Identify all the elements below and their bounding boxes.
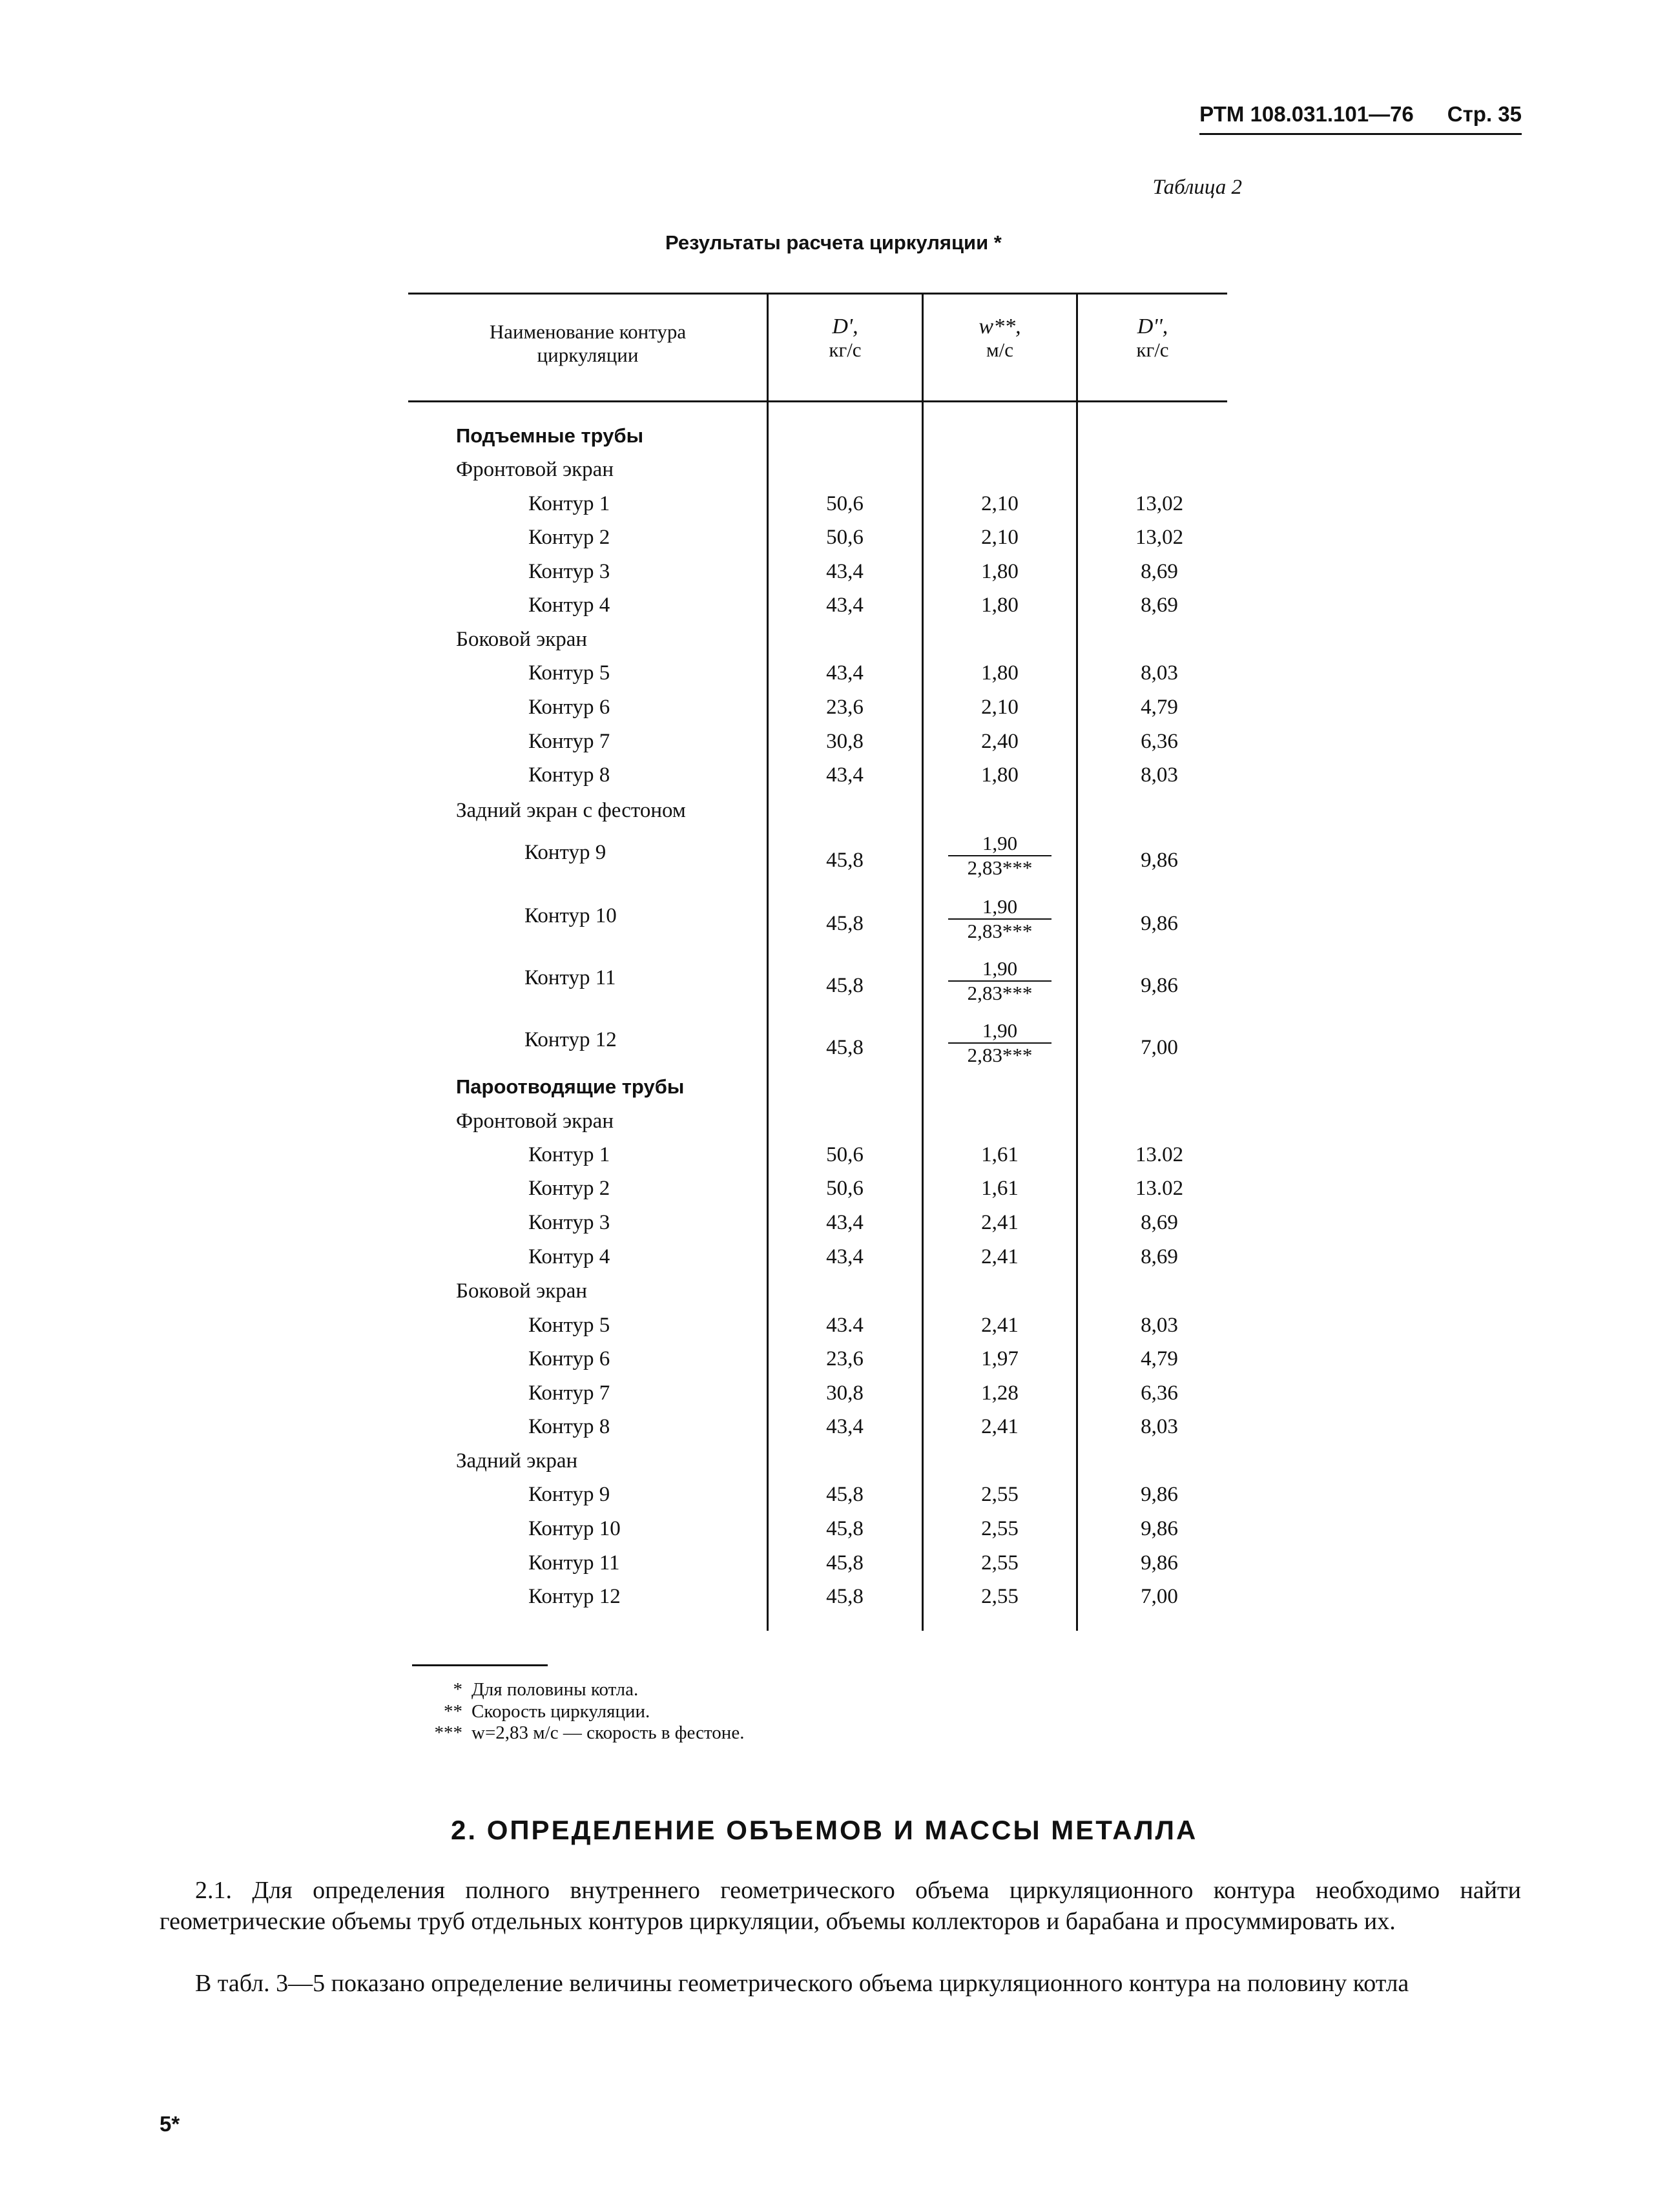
cell-d1: 45,8 bbox=[826, 1585, 864, 1608]
row-label: Контур 11 bbox=[528, 1551, 620, 1575]
fraction-denominator: 2,83*** bbox=[967, 1044, 1033, 1066]
column-header-d2 bbox=[1078, 315, 1227, 362]
cell-w-fraction bbox=[948, 895, 1051, 943]
row-label: Контур 4 bbox=[528, 594, 610, 617]
group-label: Боковой экран bbox=[456, 1279, 588, 1303]
cell-w: 1,28 bbox=[981, 1381, 1019, 1405]
footnote-rule bbox=[412, 1664, 548, 1666]
fraction-denominator: 2,83*** bbox=[967, 982, 1033, 1004]
footnote bbox=[453, 1679, 639, 1700]
table-title: Результаты расчета циркуляции * bbox=[665, 231, 1002, 254]
standard-number: РТМ 108.031.101—76 bbox=[1199, 102, 1414, 126]
row-label: Контур 7 bbox=[528, 1381, 610, 1405]
w-symbol: w**, bbox=[979, 315, 1021, 338]
cell-d1: 43,4 bbox=[826, 560, 864, 583]
cell-d1: 45,8 bbox=[826, 974, 864, 997]
paragraph-1 bbox=[160, 1875, 1521, 1937]
cell-d1: 30,8 bbox=[826, 730, 864, 753]
page-header bbox=[1199, 102, 1522, 135]
cell-d1: 45,8 bbox=[826, 1036, 864, 1059]
d2-symbol: D'', bbox=[1137, 315, 1168, 338]
paragraph-2-text: В табл. 3—5 показано определение величины геометрического объема циркуляционного контура на половину котла bbox=[195, 1970, 1409, 1997]
row-label: Контур 5 bbox=[528, 1314, 610, 1337]
row-label: Контур 11 bbox=[524, 966, 616, 989]
row-label: Контур 9 bbox=[524, 841, 606, 864]
row-label: Контур 8 bbox=[528, 763, 610, 787]
footnote-text: Скорость циркуляции. bbox=[471, 1701, 650, 1722]
cell-w: 2,41 bbox=[981, 1314, 1019, 1337]
d2-unit: кг/с bbox=[1136, 338, 1169, 361]
cell-d1: 45,8 bbox=[826, 849, 864, 872]
table-label: Таблица 2 bbox=[1152, 176, 1242, 199]
cell-d2: 9,86 bbox=[1141, 1551, 1178, 1575]
footnote-text: w=2,83 м/с — скорость в фестоне. bbox=[471, 1722, 745, 1743]
cell-w-fraction bbox=[948, 832, 1051, 880]
cell-w: 2,41 bbox=[981, 1245, 1019, 1268]
cell-d2: 9,86 bbox=[1141, 849, 1178, 872]
cell-d2: 8,69 bbox=[1141, 560, 1178, 583]
row-label: Контур 2 bbox=[528, 526, 610, 549]
fraction-numerator: 1,90 bbox=[948, 1019, 1051, 1044]
cell-d1: 43.4 bbox=[826, 1314, 864, 1337]
cell-d1: 23,6 bbox=[826, 1347, 864, 1370]
row-label: Контур 4 bbox=[528, 1245, 610, 1268]
cell-d1: 45,8 bbox=[826, 1517, 864, 1540]
cell-d1: 45,8 bbox=[826, 912, 864, 935]
row-label: Контур 1 bbox=[528, 492, 610, 515]
row-label: Контур 6 bbox=[528, 696, 610, 719]
cell-w-fraction bbox=[948, 957, 1051, 1005]
cell-d2: 13.02 bbox=[1135, 1143, 1184, 1166]
row-label: Контур 12 bbox=[528, 1585, 621, 1608]
paragraph-1-text: 2.1. Для определения полного внутреннего геометрического объема циркуляционного контура необходимо найти геометрические объемы труб отдельных контуров циркуляции, объемы коллекторов и барабана и просуммировать их. bbox=[160, 1877, 1521, 1935]
cell-w: 1,80 bbox=[981, 763, 1019, 787]
cell-d2: 4,79 bbox=[1141, 696, 1178, 719]
cell-w: 2,10 bbox=[981, 526, 1019, 549]
row-label: Контур 8 bbox=[528, 1415, 610, 1438]
fraction-numerator: 1,90 bbox=[948, 895, 1051, 920]
cell-d1: 45,8 bbox=[826, 1483, 864, 1506]
cell-d2: 8,03 bbox=[1141, 661, 1178, 685]
cell-d2: 9,86 bbox=[1141, 912, 1178, 935]
w-unit: м/с bbox=[986, 338, 1013, 361]
cell-d2: 4,79 bbox=[1141, 1347, 1178, 1370]
footnote-mark: ** bbox=[444, 1701, 462, 1722]
cell-w: 2,40 bbox=[981, 730, 1019, 753]
cell-d2: 6,36 bbox=[1141, 1381, 1178, 1405]
group-label: Задний экран с фестоном bbox=[456, 799, 686, 822]
cell-d1: 50,6 bbox=[826, 1177, 864, 1200]
cell-w: 2,10 bbox=[981, 492, 1019, 515]
cell-d1: 50,6 bbox=[826, 1143, 864, 1166]
section-label: Пароотводящие трубы bbox=[456, 1075, 685, 1098]
cell-d2: 8,69 bbox=[1141, 1245, 1178, 1268]
row-label: Контур 3 bbox=[528, 560, 610, 583]
cell-d1: 50,6 bbox=[826, 526, 864, 549]
footnote-mark: *** bbox=[434, 1722, 462, 1743]
column-header-name: Наименование контура циркуляции bbox=[489, 320, 687, 366]
row-label: Контур 10 bbox=[524, 904, 617, 927]
cell-w: 2,55 bbox=[981, 1517, 1019, 1540]
row-label: Контур 12 bbox=[524, 1028, 617, 1051]
cell-d2: 8,03 bbox=[1141, 1415, 1178, 1438]
cell-w-fraction bbox=[948, 1019, 1051, 1067]
cell-w: 2,55 bbox=[981, 1551, 1019, 1575]
cell-w: 1,80 bbox=[981, 661, 1019, 685]
cell-d2: 9,86 bbox=[1141, 1483, 1178, 1506]
row-label: Контур 1 bbox=[528, 1143, 610, 1166]
cell-w: 1,61 bbox=[981, 1177, 1019, 1200]
cell-d1: 50,6 bbox=[826, 492, 864, 515]
table-top-rule bbox=[408, 293, 1227, 295]
row-label: Контур 10 bbox=[528, 1517, 621, 1540]
column-header-w bbox=[924, 315, 1076, 362]
row-label: Контур 3 bbox=[528, 1211, 610, 1234]
cell-d1: 23,6 bbox=[826, 696, 864, 719]
cell-d2: 13,02 bbox=[1135, 492, 1184, 515]
table-header-rule bbox=[408, 400, 1227, 402]
cell-d2: 8,69 bbox=[1141, 594, 1178, 617]
cell-w: 2,10 bbox=[981, 696, 1019, 719]
cell-d2: 13,02 bbox=[1135, 526, 1184, 549]
cell-d1: 30,8 bbox=[826, 1381, 864, 1405]
page-number: 5* bbox=[160, 2112, 180, 2136]
row-label: Контур 7 bbox=[528, 730, 610, 753]
section-label: Подъемные трубы bbox=[456, 424, 644, 447]
column-divider-1 bbox=[767, 294, 769, 1631]
cell-d2: 8,03 bbox=[1141, 763, 1178, 787]
cell-d1: 43,4 bbox=[826, 661, 864, 685]
cell-d2: 8,03 bbox=[1141, 1314, 1178, 1337]
footnote-text: Для половины котла. bbox=[471, 1679, 639, 1700]
cell-d2: 9,86 bbox=[1141, 1517, 1178, 1540]
cell-d2: 7,00 bbox=[1141, 1585, 1178, 1608]
cell-d1: 43,4 bbox=[826, 594, 864, 617]
d1-symbol: D', bbox=[832, 315, 858, 338]
row-label: Контур 6 bbox=[528, 1347, 610, 1370]
row-label: Контур 5 bbox=[528, 661, 610, 685]
paragraph-2 bbox=[160, 1968, 1521, 1999]
fraction-denominator: 2,83*** bbox=[967, 856, 1033, 879]
column-header-d1 bbox=[769, 315, 922, 362]
cell-d1: 43,4 bbox=[826, 763, 864, 787]
d1-unit: кг/с bbox=[829, 338, 862, 361]
cell-d1: 45,8 bbox=[826, 1551, 864, 1575]
fraction-numerator: 1,90 bbox=[948, 832, 1051, 856]
fraction-numerator: 1,90 bbox=[948, 957, 1051, 982]
cell-d2: 7,00 bbox=[1141, 1036, 1178, 1059]
page-label: Стр. 35 bbox=[1447, 102, 1522, 126]
row-label: Контур 2 bbox=[528, 1177, 610, 1200]
cell-d2: 9,86 bbox=[1141, 974, 1178, 997]
group-label: Фронтовой экран bbox=[456, 1110, 614, 1133]
cell-w: 1,61 bbox=[981, 1143, 1019, 1166]
footnote-mark: * bbox=[453, 1679, 462, 1700]
cell-d2: 8,69 bbox=[1141, 1211, 1178, 1234]
fraction-denominator: 2,83*** bbox=[967, 920, 1033, 942]
cell-d2: 13.02 bbox=[1135, 1177, 1184, 1200]
cell-d1: 43,4 bbox=[826, 1245, 864, 1268]
group-label: Фронтовой экран bbox=[456, 458, 614, 481]
cell-w: 1,80 bbox=[981, 560, 1019, 583]
row-label: Контур 9 bbox=[528, 1483, 610, 1506]
group-label: Задний экран bbox=[456, 1449, 578, 1473]
cell-w: 2,41 bbox=[981, 1415, 1019, 1438]
cell-w: 1,97 bbox=[981, 1347, 1019, 1370]
cell-w: 1,80 bbox=[981, 594, 1019, 617]
footnote bbox=[434, 1722, 745, 1744]
cell-d1: 43,4 bbox=[826, 1415, 864, 1438]
column-divider-3 bbox=[1076, 294, 1078, 1631]
cell-d2: 6,36 bbox=[1141, 730, 1178, 753]
group-label: Боковой экран bbox=[456, 628, 588, 651]
cell-d1: 43,4 bbox=[826, 1211, 864, 1234]
cell-w: 2,41 bbox=[981, 1211, 1019, 1234]
section-heading: 2. ОПРЕДЕЛЕНИЕ ОБЪЕМОВ И МАССЫ МЕТАЛЛА bbox=[451, 1815, 1198, 1845]
cell-w: 2,55 bbox=[981, 1483, 1019, 1506]
footnote bbox=[444, 1701, 650, 1722]
column-divider-2 bbox=[922, 294, 924, 1631]
cell-w: 2,55 bbox=[981, 1585, 1019, 1608]
